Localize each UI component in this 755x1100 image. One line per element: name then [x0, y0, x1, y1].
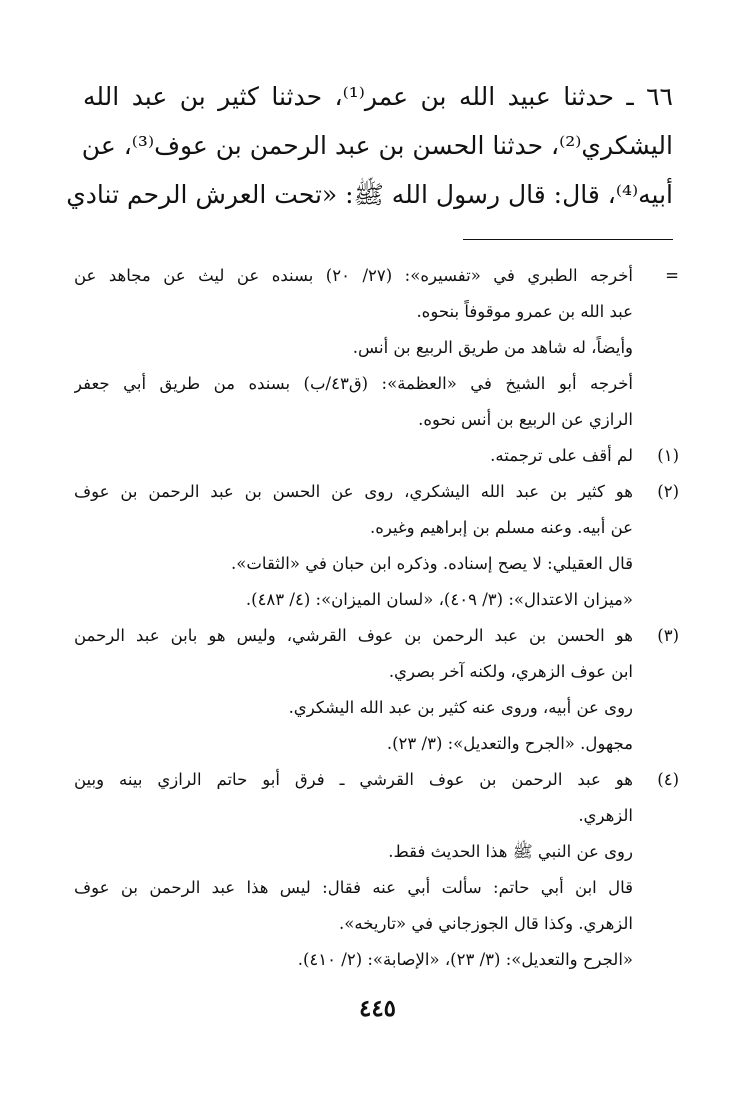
hadith-line-2: اليشكري⁽²⁾، حدثنا الحسن بن عبد الرحمن بن عوف⁽³⁾، عن [81, 131, 673, 160]
footnote-line: «الجرح والتعديل»: (٣/ ٢٣)، «الإصابة»: (٢/ ٤١٠). [297, 950, 633, 969]
footnote-line: لم أقف على ترجمته. [490, 446, 633, 465]
hadith-line-1: ٦٦ ـ حدثنا عبيد الله بن عمر⁽¹⁾، حدثنا كثير بن عبد الله [83, 82, 673, 111]
footnote-line: قال ابن أبي حاتم: سألت أبي عنه فقال: ليس هذا عبد الرحمن بن عوف [74, 878, 633, 897]
footnote-4 [74, 762, 679, 978]
footnote-line: الزهري. [578, 806, 633, 825]
footnote-line: قال العقيلي: لا يصح إسناده. وذكره ابن حبان في «الثقات». [231, 554, 633, 573]
footnote-line: مجهول. «الجرح والتعديل»: (٣/ ٢٣). [386, 734, 633, 753]
footnote-line: روى عن أبيه، وروى عنه كثير بن عبد الله اليشكري. [288, 698, 633, 717]
footnote-marker: (٢) [657, 482, 679, 501]
footnote-marker: (٣) [657, 626, 679, 645]
footnote-line: عن أبيه. وعنه مسلم بن إبراهيم وغيره. [369, 518, 633, 537]
footnote-marker: (١) [657, 446, 679, 465]
continuation-marker: = [665, 266, 679, 285]
footnote-line: روى عن النبي ﷺ هذا الحديث فقط. [388, 842, 633, 861]
footnote-3 [74, 618, 679, 762]
hadith-text [66, 72, 673, 219]
footnote-line: هو عبد الرحمن بن عوف القرشي ـ فرق أبو حاتم الرازي بينه وبين [74, 770, 633, 789]
footnote-line: الرازي عن الربيع بن أنس نحوه. [418, 410, 633, 429]
footnotes-section [74, 258, 679, 978]
footnote-line: هو الحسن بن عبد الرحمن بن عوف القرشي، وليس هو بابن عبد الرحمن [74, 626, 633, 645]
footnote-line: أخرجه الطبري في «تفسيره»: (٢٧/ ٢٠) بسنده عن ليث عن مجاهد عن [74, 266, 633, 285]
footnote-line: هو كثير بن عبد الله اليشكري، روى عن الحسن بن عبد الرحمن بن عوف [74, 482, 633, 501]
hadith-line-3: أبيه⁽⁴⁾، قال: قال رسول الله ﷺ: «تحت العرش الرحم تنادي [66, 180, 673, 209]
footnote-2 [74, 474, 679, 618]
footnote-line: أخرجه أبو الشيخ في «العظمة»: (ق٤٣/ب) بسنده من طريق أبي جعفر [74, 374, 633, 393]
footnote-line: «ميزان الاعتدال»: (٣/ ٤٠٩)، «لسان الميزان»: (٤/ ٤٨٣). [245, 590, 633, 609]
page-number: ٤٤٥ [358, 995, 397, 1022]
footnote-1 [74, 438, 679, 474]
footnote-line: وأيضاً، له شاهد من طريق الربيع بن أنس. [352, 338, 633, 357]
footnote-marker: (٤) [657, 770, 679, 789]
footnote-line: الزهري. وكذا قال الجوزجاني في «تاريخه». [339, 914, 633, 933]
footnote-continuation [74, 258, 679, 438]
footnote-divider [463, 239, 673, 240]
footnote-line: ابن عوف الزهري، ولكنه آخر بصري. [388, 662, 633, 681]
footnote-line: عبد الله بن عمرو موقوفاً بنحوه. [416, 302, 633, 321]
